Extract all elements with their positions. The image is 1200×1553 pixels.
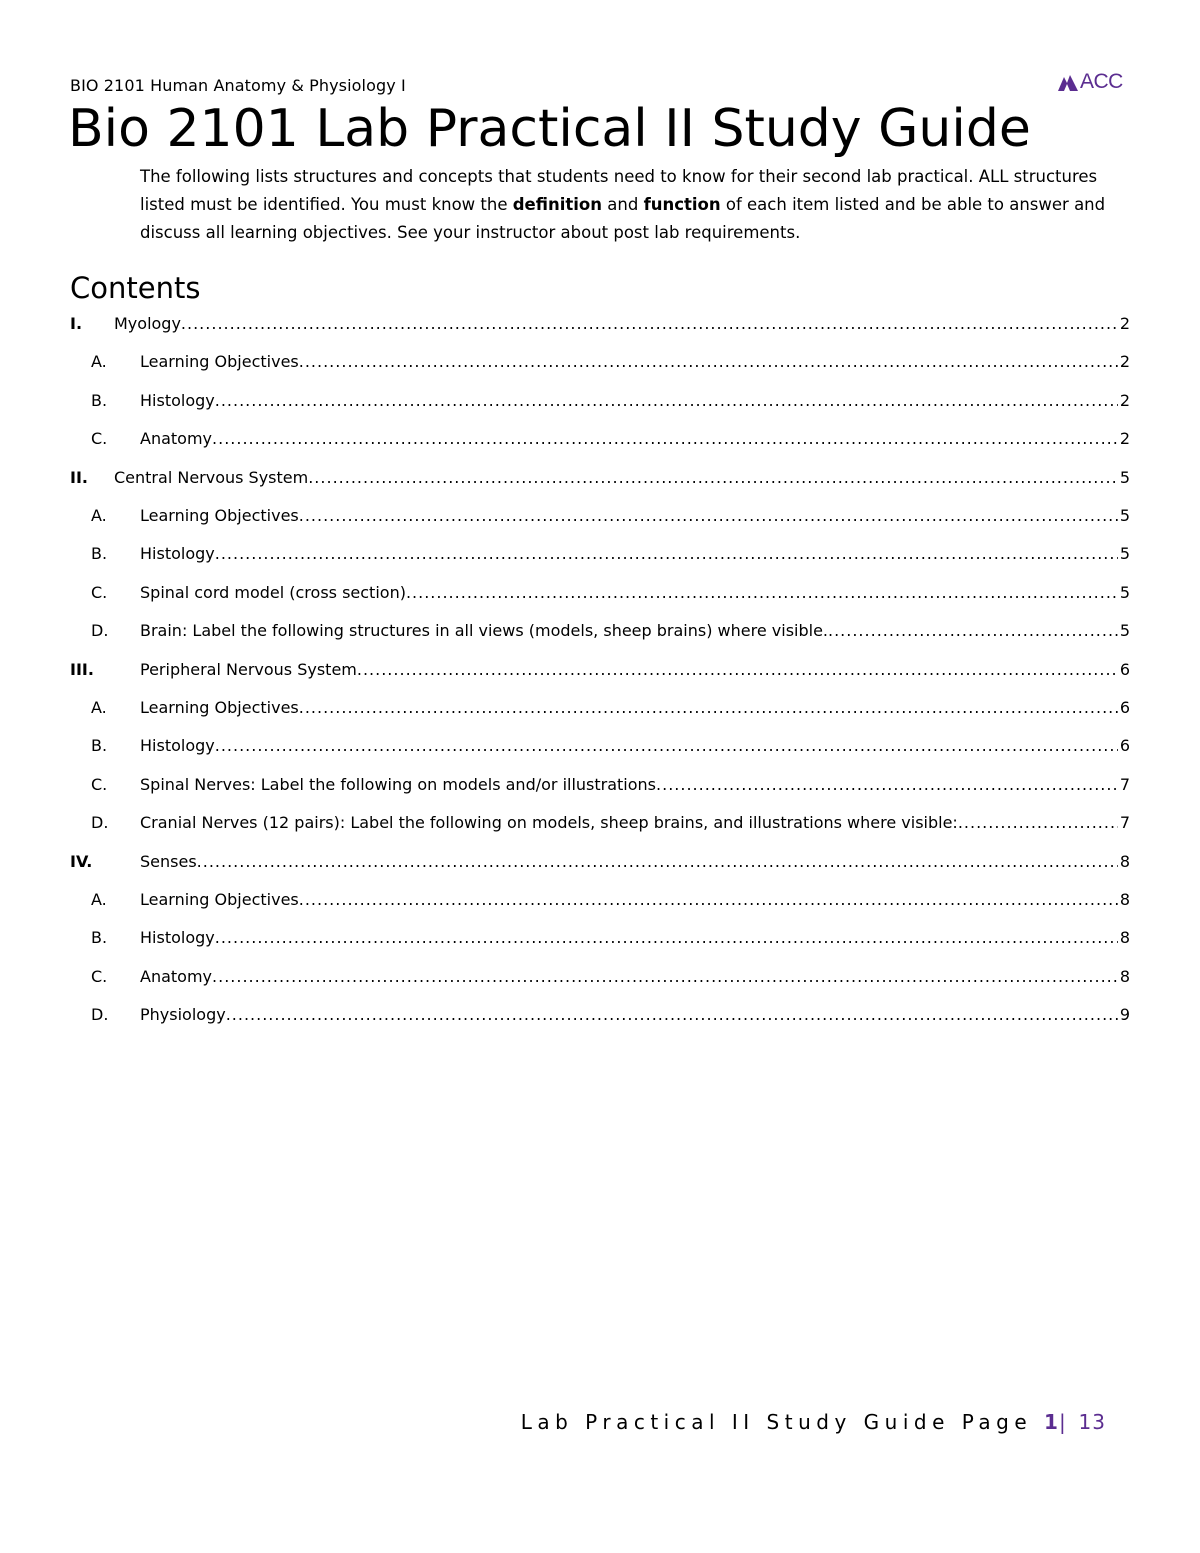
- acc-logo-icon: [1058, 73, 1078, 91]
- toc-entry-page: 2: [1119, 390, 1130, 410]
- toc-entry[interactable]: [0, 658, 1200, 682]
- toc-entry[interactable]: [0, 312, 1200, 336]
- toc-leader-dots: [226, 1003, 1118, 1027]
- toc-entry-number: D.: [91, 1005, 109, 1025]
- toc-entry-number: B.: [91, 928, 108, 948]
- toc-leader-dots: [828, 619, 1118, 643]
- toc-entry-number: C.: [91, 774, 108, 794]
- toc-entry-label: Histology: [140, 736, 215, 756]
- toc-entry-link[interactable]: [140, 504, 1130, 528]
- intro-bold-function: function: [643, 195, 721, 214]
- toc-entry-link[interactable]: [140, 619, 1130, 643]
- toc-entry-number: C.: [91, 429, 108, 449]
- toc-leader-dots: [215, 542, 1118, 566]
- toc-entry-page: 5: [1119, 582, 1130, 602]
- toc-entry[interactable]: [0, 466, 1200, 490]
- toc-entry[interactable]: [0, 350, 1200, 374]
- toc-entry[interactable]: [0, 427, 1200, 451]
- toc-entry-label: Histology: [140, 544, 215, 564]
- toc-entry-label: Histology: [140, 390, 215, 410]
- toc-entry-page: 8: [1119, 851, 1130, 871]
- toc-entry-link[interactable]: [140, 734, 1130, 758]
- toc-entry-page: 6: [1119, 736, 1130, 756]
- document-title: Bio 2101 Lab Practical II Study Guide: [68, 99, 1031, 159]
- toc-entry-number: A.: [91, 890, 107, 909]
- logo-text: ACC: [1080, 70, 1123, 93]
- toc-entry-number: II.: [70, 467, 88, 487]
- intro-text-3: of each item listed and be able to answer and discuss all learning objectives. See your instructor about post lab requirements.: [140, 195, 1106, 242]
- toc-entry-page: 8: [1119, 966, 1130, 986]
- intro-bold-definition: definition: [512, 195, 603, 214]
- toc-entry-link[interactable]: [140, 773, 1130, 797]
- toc-entry-label: Spinal Nerves: Label the following on models and/or illustrations: [140, 774, 657, 794]
- toc-entry-page: 9: [1119, 1005, 1130, 1025]
- toc-entry-link[interactable]: [114, 466, 1130, 490]
- toc-entry-page: 5: [1119, 544, 1130, 564]
- course-header: BIO 2101 Human Anatomy & Physiology I: [70, 76, 406, 95]
- toc-leader-dots: [656, 773, 1118, 797]
- toc-entry[interactable]: [0, 504, 1200, 528]
- toc-leader-dots: [357, 658, 1118, 682]
- toc-entry-page: 2: [1119, 429, 1130, 449]
- toc-entry-label: Learning Objectives: [140, 890, 299, 909]
- toc-entry-number: A.: [91, 506, 107, 525]
- toc-entry-number: D.: [91, 621, 109, 641]
- intro-text-2: and: [602, 195, 644, 214]
- toc-entry-page: 8: [1119, 890, 1130, 909]
- toc-entry-link[interactable]: [140, 926, 1130, 950]
- toc-entry[interactable]: [0, 696, 1200, 720]
- toc-entry-number: C.: [91, 966, 108, 986]
- toc-leader-dots: [212, 427, 1118, 451]
- toc-entry-label: Learning Objectives: [140, 352, 299, 372]
- toc-leader-dots: [308, 466, 1118, 490]
- intro-paragraph: [140, 163, 1130, 247]
- toc-leader-dots: [215, 734, 1118, 758]
- toc-leader-dots: [299, 504, 1118, 528]
- toc-entry-page: 7: [1119, 813, 1130, 833]
- toc-entry-link[interactable]: [140, 965, 1130, 989]
- toc-entry-link[interactable]: [140, 581, 1130, 605]
- toc-entry-label: Anatomy: [140, 966, 213, 986]
- toc-entry-label: Anatomy: [140, 429, 213, 449]
- toc-leader-dots: [299, 350, 1118, 374]
- toc-leader-dots: [299, 888, 1118, 912]
- toc-entry-number: IV.: [70, 851, 93, 871]
- toc-entry-page: 6: [1119, 659, 1130, 679]
- toc-entry[interactable]: [0, 888, 1200, 912]
- toc-entry[interactable]: [0, 542, 1200, 566]
- toc-leader-dots: [197, 850, 1118, 874]
- toc-entry-link[interactable]: [140, 850, 1130, 874]
- toc-entry-page: 5: [1119, 621, 1130, 641]
- contents-heading: Contents: [70, 271, 201, 305]
- toc-entry-page: 5: [1119, 467, 1130, 487]
- toc-entry-page: 2: [1119, 352, 1130, 372]
- toc-entry-label: Senses: [140, 851, 197, 871]
- toc-entry-number: III.: [70, 659, 94, 679]
- toc-entry-number: C.: [91, 582, 108, 602]
- footer-page-total: 13: [1078, 1410, 1106, 1434]
- toc-entry-link[interactable]: [140, 389, 1130, 413]
- toc-entry-label: Brain: Label the following structures in all views (models, sheep brains) where visible.: [140, 621, 828, 641]
- toc-entry[interactable]: [0, 581, 1200, 605]
- toc-entry-link[interactable]: [140, 696, 1130, 720]
- page-footer: [521, 1410, 1106, 1434]
- toc-entry-page: 8: [1119, 928, 1130, 948]
- toc-entry-link[interactable]: [114, 312, 1130, 336]
- toc-entry[interactable]: [0, 850, 1200, 874]
- toc-leader-dots: [181, 312, 1118, 336]
- toc-entry-number: A.: [91, 698, 107, 717]
- toc-entry-link[interactable]: [140, 811, 1130, 835]
- toc-entry-label: Spinal cord model (cross section): [140, 582, 406, 602]
- toc-entry-label: Learning Objectives: [140, 506, 299, 525]
- toc-entry-number: I.: [70, 314, 83, 333]
- toc-entry-number: B.: [91, 390, 108, 410]
- acc-logo: [1058, 70, 1123, 94]
- toc-entry[interactable]: [0, 773, 1200, 797]
- toc-entry-page: 6: [1119, 698, 1130, 717]
- toc-entry[interactable]: [0, 1003, 1200, 1027]
- toc-entry-link[interactable]: [140, 427, 1130, 451]
- toc-entry-page: 5: [1119, 506, 1130, 525]
- toc-entry-link[interactable]: [140, 350, 1130, 374]
- toc-leader-dots: [406, 581, 1118, 605]
- toc-entry[interactable]: [0, 965, 1200, 989]
- toc-leader-dots: [212, 965, 1118, 989]
- toc-entry-page: 2: [1119, 314, 1130, 333]
- footer-separator: |: [1058, 1410, 1067, 1434]
- toc-entry-label: Learning Objectives: [140, 698, 299, 717]
- toc-entry[interactable]: [0, 926, 1200, 950]
- footer-page-number: 1: [1044, 1410, 1059, 1434]
- toc-entry-link[interactable]: [140, 1003, 1130, 1027]
- toc-entry-link[interactable]: [140, 658, 1130, 682]
- toc-entry-number: D.: [91, 813, 109, 833]
- toc-leader-dots: [215, 926, 1118, 950]
- toc-entry-link[interactable]: [140, 542, 1130, 566]
- toc-entry-label: Cranial Nerves (12 pairs): Label the following on models, sheep brains, and illustrations where visible:: [140, 813, 958, 833]
- toc-leader-dots: [958, 811, 1118, 835]
- toc-entry-label: Physiology: [140, 1005, 226, 1025]
- toc-entry-label: Central Nervous System: [114, 467, 309, 487]
- toc-entry[interactable]: [0, 811, 1200, 835]
- intro-text-1: The following lists structures and concepts that students need to know for their second lab practical. ALL structures listed must be identified. You must know the: [140, 167, 1098, 214]
- toc-leader-dots: [215, 389, 1118, 413]
- toc-entry-label: Peripheral Nervous System: [140, 659, 357, 679]
- toc-leader-dots: [299, 696, 1118, 720]
- toc-entry-label: Myology: [114, 314, 181, 333]
- toc-entry-page: 7: [1119, 774, 1130, 794]
- toc-entry[interactable]: [0, 389, 1200, 413]
- toc-entry-link[interactable]: [140, 888, 1130, 912]
- toc-entry[interactable]: [0, 734, 1200, 758]
- toc-entry-number: B.: [91, 736, 108, 756]
- toc-entry-label: Histology: [140, 928, 215, 948]
- toc-entry-number: A.: [91, 352, 107, 372]
- footer-label: Lab Practical II Study Guide Page: [520, 1410, 1033, 1434]
- toc-entry[interactable]: [0, 619, 1200, 643]
- toc-entry-number: B.: [91, 544, 108, 564]
